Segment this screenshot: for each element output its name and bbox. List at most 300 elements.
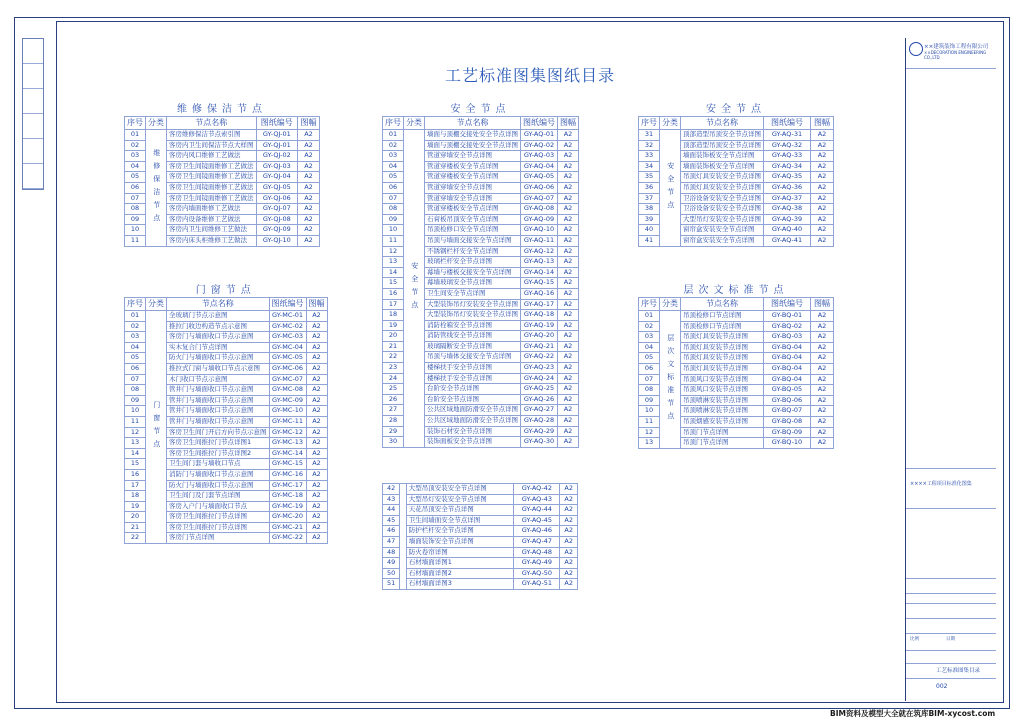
cell-seq: 13	[125, 438, 146, 449]
cell-seq: 50	[383, 568, 400, 579]
cell-name: 客房卫生间推拉门节点详图2	[167, 448, 270, 459]
cell-code: GY-AQ-51	[514, 579, 560, 590]
cell-category: 门窗节点	[146, 311, 167, 544]
cell-name: 客房卫生间镜面维修工艺做法	[167, 172, 257, 183]
cell-size: A2	[558, 130, 579, 141]
col-code: 图纸编号	[521, 117, 558, 130]
cell-seq: 02	[639, 321, 660, 332]
col-code: 图纸编号	[256, 117, 298, 130]
cell-code: GY-BQ-09	[764, 427, 811, 438]
cell-size: A2	[306, 459, 327, 470]
cell-code: GY-AQ-32	[764, 140, 811, 151]
cell-code: GY-MC-02	[269, 321, 306, 332]
cell-name: 客房内床头柜维修工艺做法	[167, 235, 257, 246]
cell-category: 维修保洁节点	[146, 130, 167, 247]
cell-seq: 05	[383, 172, 404, 183]
cell-name: 吊顶与墙面交接安全节点详图	[425, 235, 521, 246]
cell-seq: 02	[125, 321, 146, 332]
table-row	[383, 547, 578, 558]
cell-size: A2	[306, 501, 327, 512]
table-row	[639, 311, 834, 322]
cell-size: A2	[298, 193, 320, 204]
cell-size: A2	[811, 321, 834, 332]
table-row	[383, 558, 578, 569]
company-name-en: ××DECORATION ENGINEERING CO.,LTD	[924, 50, 987, 60]
col-code: 图纸编号	[269, 298, 306, 311]
cell-size: A2	[560, 558, 578, 569]
cell-seq: 09	[383, 214, 404, 225]
cell-seq: 15	[383, 278, 404, 289]
cell-name: 管道穿楼板安全节点详图	[425, 161, 521, 172]
cell-size: A2	[306, 427, 327, 438]
cell-code: GY-AQ-33	[764, 151, 811, 162]
cell-code: GY-QJ-06	[256, 193, 298, 204]
cell-code: GY-MC-16	[269, 469, 306, 480]
cell-size: A2	[811, 363, 834, 374]
col-size: 图幅	[558, 117, 579, 130]
cell-seq: 06	[383, 182, 404, 193]
cell-size: A2	[811, 204, 834, 215]
cell-code: GY-AQ-43	[514, 494, 560, 505]
cell-size: A2	[298, 214, 320, 225]
cell-name: 客房门与墙面收口节点示意图	[167, 332, 270, 343]
sheet-number: 002	[936, 683, 948, 690]
date-label: 日期	[946, 637, 955, 642]
cell-code: GY-BQ-04	[764, 374, 811, 385]
col-seq: 序号	[639, 117, 660, 130]
cell-name: 客房门节点详图	[167, 533, 270, 544]
cell-size: A2	[558, 310, 579, 321]
cell-name: 吊顶灯具安装安全节点详图	[681, 182, 764, 193]
col-seq: 序号	[125, 117, 146, 130]
cell-name: 客房内卫生间保洁节点大样图	[167, 140, 257, 151]
cell-seq: 16	[383, 288, 404, 299]
cell-code: GY-AQ-24	[521, 373, 558, 384]
cell-name: 窗帘盒安装安全节点详图	[681, 225, 764, 236]
cell-name: 消防栓箱安全节点详图	[425, 320, 521, 331]
cell-name: 吊顶烟感安装节点详图	[681, 416, 764, 427]
cell-size: A2	[811, 374, 834, 385]
cell-size: A2	[558, 257, 579, 268]
cell-size: A2	[306, 480, 327, 491]
cell-code: GY-AQ-10	[521, 225, 558, 236]
cell-name: 管井门与墙面收口节点示意图	[167, 416, 270, 427]
cell-size: A2	[306, 448, 327, 459]
cell-code: GY-AQ-31	[764, 130, 811, 141]
cell-size: A2	[306, 395, 327, 406]
cell-seq: 37	[639, 193, 660, 204]
page-title: 工艺标准图集图纸目录	[444, 66, 615, 85]
cell-size: A2	[811, 235, 834, 246]
cell-code: GY-BQ-04	[764, 363, 811, 374]
cell-name: 墙面与顶棚交接处安全节点详图	[425, 130, 521, 141]
cell-name: 顶部造型吊顶安全节点详图	[681, 140, 764, 151]
table-caption: 维修保洁节点	[125, 103, 320, 117]
cell-size: A2	[558, 140, 579, 151]
cell-code: GY-BQ-04	[764, 342, 811, 353]
table-maintenance	[124, 103, 320, 247]
cell-code: GY-AQ-26	[521, 394, 558, 405]
cell-name: 吊顶灯具安装节点详图	[681, 332, 764, 343]
cell-seq: 08	[639, 385, 660, 396]
cell-code: GY-AQ-25	[521, 384, 558, 395]
cell-code: GY-MC-14	[269, 448, 306, 459]
cell-size: A2	[558, 352, 579, 363]
table-row	[639, 130, 834, 141]
cell-size: A2	[811, 438, 834, 449]
cell-name: 幕墙与楼板交接安全节点详图	[425, 267, 521, 278]
cell-size: A2	[811, 214, 834, 225]
cell-size: A2	[558, 151, 579, 162]
cell-size: A2	[306, 522, 327, 533]
cell-size: A2	[560, 494, 578, 505]
cell-size: A2	[811, 161, 834, 172]
cell-name: 卫浴设备安装安全节点详图	[681, 204, 764, 215]
col-name: 节点名称	[167, 117, 257, 130]
cell-name: 石材墙面详图1	[406, 558, 514, 569]
cell-code: GY-AQ-40	[764, 225, 811, 236]
cell-seq: 05	[125, 172, 146, 183]
company-logo-icon	[909, 42, 923, 56]
cell-code: GY-AQ-22	[521, 352, 558, 363]
table-row	[383, 505, 578, 516]
cell-name: 客房卫生间推拉门节点详图1	[167, 438, 270, 449]
cell-size: A2	[558, 416, 579, 427]
cell-seq: 04	[383, 161, 404, 172]
cell-seq: 04	[125, 342, 146, 353]
cell-seq: 03	[125, 332, 146, 343]
cell-size: A2	[298, 161, 320, 172]
cell-size: A2	[306, 491, 327, 502]
cell-seq: 03	[639, 332, 660, 343]
col-name: 节点名称	[681, 298, 764, 311]
cell-name: 吊顶风口安装节点详图	[681, 385, 764, 396]
cell-code: GY-BQ-02	[764, 321, 811, 332]
table-row	[383, 579, 578, 590]
cell-seq: 27	[383, 405, 404, 416]
cell-code: GY-AQ-50	[514, 568, 560, 579]
cell-seq: 11	[383, 235, 404, 246]
table-safety-1	[382, 103, 579, 448]
table-row	[383, 536, 578, 547]
cell-name: 装饰面板安全节点详图	[425, 437, 521, 448]
cell-name: 实木复合门节点详图	[167, 342, 270, 353]
cell-code: GY-AQ-27	[521, 405, 558, 416]
cell-seq: 04	[639, 342, 660, 353]
cell-seq: 05	[125, 353, 146, 364]
cell-size: A2	[811, 416, 834, 427]
cell-size: A2	[558, 341, 579, 352]
cell-name: 公共区域地面防滑安全节点详图	[425, 416, 521, 427]
cell-name: 吊顶风口安装节点详图	[681, 374, 764, 385]
cell-name: 吊顶喷淋安装节点详图	[681, 406, 764, 417]
table-row	[383, 494, 578, 505]
cell-name: 楼梯扶手安全节点详图	[425, 363, 521, 374]
cell-size: A2	[560, 568, 578, 579]
cell-seq: 03	[383, 151, 404, 162]
col-seq: 序号	[383, 117, 404, 130]
cell-seq: 04	[125, 161, 146, 172]
cell-name: 客房内卫生间维修工艺做法	[167, 225, 257, 236]
cell-seq: 41	[639, 235, 660, 246]
cell-code: GY-AQ-06	[521, 182, 558, 193]
cell-name: 客房内墙面维修工艺做法	[167, 204, 257, 215]
cell-size: A2	[306, 469, 327, 480]
cell-size: A2	[811, 332, 834, 343]
cell-code: GY-AQ-45	[514, 515, 560, 526]
cell-seq: 01	[639, 311, 660, 322]
cell-name: 客房卫生间推拉门节点详图	[167, 522, 270, 533]
cell-seq: 29	[383, 426, 404, 437]
cell-size: A2	[558, 267, 579, 278]
cell-size: A2	[306, 533, 327, 544]
cell-size: A2	[560, 526, 578, 537]
cell-seq: 22	[383, 352, 404, 363]
cell-seq: 07	[125, 193, 146, 204]
cell-seq: 13	[639, 438, 660, 449]
cell-seq: 49	[383, 558, 400, 569]
title-block	[905, 38, 996, 701]
cell-size: A2	[560, 536, 578, 547]
cell-name: 客房入户门与墙面收口节点	[167, 501, 270, 512]
cell-name: 卫生间门套与墙收口节点	[167, 459, 270, 470]
cell-seq: 16	[125, 469, 146, 480]
cell-code: GY-AQ-05	[521, 172, 558, 183]
cell-seq: 19	[125, 501, 146, 512]
cell-name: 客房维修保洁节点索引图	[167, 130, 257, 141]
cell-seq: 19	[383, 320, 404, 331]
cell-size: A2	[306, 416, 327, 427]
cell-name: 幕墙玻璃安全节点详图	[425, 278, 521, 289]
cell-seq: 12	[383, 246, 404, 257]
cell-seq: 14	[125, 448, 146, 459]
table-row	[383, 515, 578, 526]
cell-size: A2	[306, 363, 327, 374]
cell-code: GY-AQ-21	[521, 341, 558, 352]
cell-code: GY-BQ-08	[764, 416, 811, 427]
col-name: 节点名称	[681, 117, 764, 130]
table-safety-3	[382, 483, 578, 590]
cell-size: A2	[560, 505, 578, 516]
cell-code: GY-MC-06	[269, 363, 306, 374]
cell-seq: 14	[383, 267, 404, 278]
cell-size: A2	[560, 484, 578, 495]
cell-code: GY-MC-18	[269, 491, 306, 502]
cell-size: A2	[298, 225, 320, 236]
cell-seq: 17	[383, 299, 404, 310]
cell-name: 管井门与墙面收口节点示意图	[167, 385, 270, 396]
cell-seq: 21	[383, 341, 404, 352]
col-cat: 分类	[404, 117, 425, 130]
cell-code: GY-AQ-16	[521, 288, 558, 299]
cell-size: A2	[558, 320, 579, 331]
cell-name: 防火门与墙面收口节点示意图	[167, 353, 270, 364]
cell-name: 墙面与顶棚交接处安全节点详图	[425, 140, 521, 151]
cell-name: 吊顶检修口节点详图	[681, 321, 764, 332]
cell-code: GY-QJ-10	[256, 235, 298, 246]
cell-seq: 08	[125, 385, 146, 396]
cell-name: 木门收口节点示意图	[167, 374, 270, 385]
cell-code: GY-AQ-47	[514, 536, 560, 547]
cell-code: GY-QJ-09	[256, 225, 298, 236]
cell-code: GY-QJ-08	[256, 214, 298, 225]
cell-seq: 18	[383, 310, 404, 321]
cell-code: GY-AQ-23	[521, 363, 558, 374]
col-name: 节点名称	[167, 298, 270, 311]
cell-seq: 38	[639, 204, 660, 215]
cell-seq: 24	[383, 373, 404, 384]
cell-size: A2	[558, 182, 579, 193]
cell-seq: 13	[383, 257, 404, 268]
cell-size: A2	[811, 406, 834, 417]
cell-name: 不锈钢栏杆安全节点详图	[425, 246, 521, 257]
cell-name: 全玻璃门节点示意图	[167, 311, 270, 322]
company-name: ××建筑装饰工程有限公司	[924, 44, 989, 50]
cell-code: GY-AQ-49	[514, 558, 560, 569]
cell-code: GY-AQ-20	[521, 331, 558, 342]
cell-seq: 11	[639, 416, 660, 427]
cell-seq: 35	[639, 172, 660, 183]
table-row	[383, 130, 579, 141]
cell-code: GY-QJ-07	[256, 204, 298, 215]
cell-name: 吊顶门节点详图	[681, 438, 764, 449]
cell-name: 客房卫生间推拉门节点详图	[167, 512, 270, 523]
cell-seq: 32	[639, 140, 660, 151]
cell-size: A2	[306, 311, 327, 322]
cell-seq: 51	[383, 579, 400, 590]
cell-size: A2	[306, 438, 327, 449]
cell-code: GY-AQ-30	[521, 437, 558, 448]
cell-code: GY-QJ-01	[256, 140, 298, 151]
cell-name: 客房卫生间镜面维修工艺做法	[167, 161, 257, 172]
cell-seq: 39	[639, 214, 660, 225]
table-row	[125, 311, 328, 322]
table-safety-2	[638, 103, 834, 247]
cell-name: 墙面装饰板安全节点详图	[681, 151, 764, 162]
cell-size: A2	[558, 299, 579, 310]
cell-name: 吊顶灯具安装节点详图	[681, 342, 764, 353]
cell-size: A2	[558, 246, 579, 257]
cell-size: A2	[558, 161, 579, 172]
cell-name: 大型装饰吊灯安装安全节点详图	[425, 310, 521, 321]
cell-size: A2	[811, 385, 834, 396]
cell-name: 吊顶喷淋安装节点详图	[681, 395, 764, 406]
cell-name: 管井门与墙面收口节点示意图	[167, 395, 270, 406]
cell-size: A2	[558, 394, 579, 405]
cell-code: GY-AQ-15	[521, 278, 558, 289]
cell-size: A2	[811, 182, 834, 193]
cell-name: 管井门与墙面收口节点示意图	[167, 406, 270, 417]
table-ceiling	[638, 284, 834, 449]
cell-code: GY-BQ-06	[764, 395, 811, 406]
table-row	[383, 568, 578, 579]
cell-code: GY-MC-04	[269, 342, 306, 353]
cell-code: GY-QJ-02	[256, 151, 298, 162]
cell-name: 卫生间门及门套节点详图	[167, 491, 270, 502]
cell-name: 推拉式门窗与墙收口节点示意图	[167, 363, 270, 374]
cell-size: A2	[558, 384, 579, 395]
cell-code: GY-QJ-05	[256, 182, 298, 193]
cell-seq: 40	[639, 225, 660, 236]
cell-seq: 07	[125, 374, 146, 385]
cell-name: 客房内风口维修工艺做法	[167, 151, 257, 162]
cell-name: 客房卫生间镜面维修工艺做法	[167, 182, 257, 193]
cell-name: 消防管线安全节点详图	[425, 331, 521, 342]
col-code: 图纸编号	[764, 298, 811, 311]
cell-size: A2	[298, 182, 320, 193]
cell-name: 卫生间安全节点详图	[425, 288, 521, 299]
cell-size: A2	[298, 235, 320, 246]
cell-code: GY-MC-21	[269, 522, 306, 533]
cell-code: GY-AQ-34	[764, 161, 811, 172]
cell-seq: 46	[383, 526, 400, 537]
cell-size: A2	[811, 172, 834, 183]
cell-seq: 30	[383, 437, 404, 448]
cell-seq: 22	[125, 533, 146, 544]
cell-size: A2	[306, 374, 327, 385]
cell-code: GY-AQ-39	[764, 214, 811, 225]
cell-code: GY-AQ-41	[764, 235, 811, 246]
cell-code: GY-AQ-09	[521, 214, 558, 225]
watermark: BIM资料及模型大全就在筑库BIM-xycost.com	[830, 709, 996, 718]
cell-name: 大型吊顶安装安全节点详图	[406, 484, 514, 495]
cell-name: 防火门与墙面收口节点示意图	[167, 480, 270, 491]
cell-seq: 43	[383, 494, 400, 505]
cell-name: 公共区域地面防滑安全节点详图	[425, 405, 521, 416]
cell-code: GY-MC-13	[269, 438, 306, 449]
cell-code: GY-BQ-10	[764, 438, 811, 449]
cell-name: 吊顶门节点详图	[681, 427, 764, 438]
cell-code: GY-AQ-04	[521, 161, 558, 172]
cell-code: GY-MC-12	[269, 427, 306, 438]
col-cat: 分类	[660, 298, 681, 311]
cell-code: GY-MC-17	[269, 480, 306, 491]
cell-name: 台阶安全节点详图	[425, 394, 521, 405]
cell-code: GY-MC-10	[269, 406, 306, 417]
cell-name: 推拉门收边构造节点示意图	[167, 321, 270, 332]
col-seq: 序号	[639, 298, 660, 311]
cell-size: A2	[560, 579, 578, 590]
cell-seq: 21	[125, 522, 146, 533]
cell-name: 装饰石材安全节点详图	[425, 426, 521, 437]
cell-code: GY-MC-15	[269, 459, 306, 470]
cell-code: GY-AQ-19	[521, 320, 558, 331]
table-row	[125, 130, 320, 141]
cell-code: GY-AQ-11	[521, 235, 558, 246]
cell-code: GY-AQ-44	[514, 505, 560, 516]
cell-name: 石材墙面详图2	[406, 568, 514, 579]
cell-code: GY-BQ-05	[764, 385, 811, 396]
table-caption: 层次文标准节点	[639, 284, 834, 298]
cell-size: A2	[811, 353, 834, 364]
cell-name: 卫生间墙面安全节点详图	[406, 515, 514, 526]
cell-code: GY-QJ-01	[256, 130, 298, 141]
cell-code: GY-AQ-08	[521, 204, 558, 215]
cell-seq: 33	[639, 151, 660, 162]
binding-strip	[22, 38, 44, 190]
cell-code: GY-AQ-01	[521, 130, 558, 141]
cell-name: 玻璃栏杆安全节点详图	[425, 257, 521, 268]
col-size: 图幅	[811, 298, 834, 311]
cell-size: A2	[558, 373, 579, 384]
cell-code: GY-MC-05	[269, 353, 306, 364]
cell-seq: 10	[125, 225, 146, 236]
cell-size: A2	[298, 204, 320, 215]
cell-seq: 10	[639, 406, 660, 417]
cell-code: GY-AQ-48	[514, 547, 560, 558]
cell-name: 大型装饰吊灯安装安全节点详图	[425, 299, 521, 310]
cell-seq: 07	[383, 193, 404, 204]
